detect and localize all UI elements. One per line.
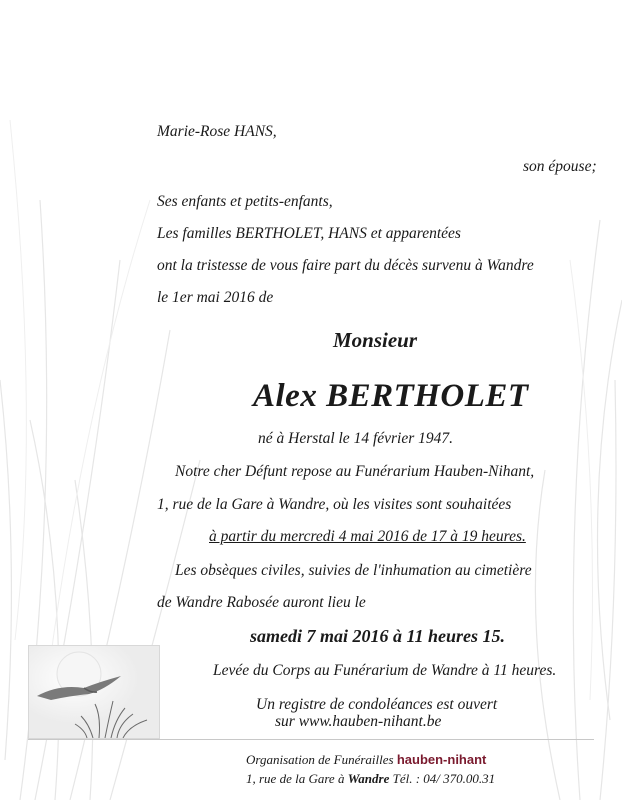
bird-over-grass-icon (29, 646, 159, 738)
levee-line: Levée du Corps au Funérarium de Wandre à 11 heures. (213, 662, 557, 679)
deceased-title: Monsieur (333, 328, 418, 352)
footer-address-town: Wandre (347, 771, 390, 786)
decorative-photo (28, 645, 160, 739)
spouse-name: Marie-Rose HANS, (157, 123, 277, 140)
footer-address (246, 771, 495, 787)
footer-address-prefix: 1, rue de la Gare à (246, 771, 345, 786)
condolences-website: sur www.hauben-nihant.be (275, 713, 442, 730)
footer-org-prefix: Organisation de Funérailles (246, 752, 394, 767)
footer-divider (28, 739, 594, 740)
visitation-line-1: Notre cher Défunt repose au Funérarium Hauben-Nihant, (175, 463, 535, 480)
funeral-line-2: de Wandre Rabosée auront lieu le (157, 594, 366, 611)
spouse-role: son épouse; (523, 158, 597, 175)
footer-phone: Tél. : 04/ 370.00.31 (392, 771, 496, 786)
funeral-date: samedi 7 mai 2016 à 11 heures 15. (250, 626, 506, 646)
funeral-line-1: Les obsèques civiles, suivies de l'inhumation au cimetière (175, 562, 532, 579)
children-line: Ses enfants et petits-enfants, (157, 193, 333, 210)
visitation-line-2: 1, rue de la Gare à Wandre, où les visites sont souhaitées (157, 496, 512, 513)
announce-line: ont la tristesse de vous faire part du décès survenu à Wandre (157, 257, 534, 274)
birth-line: né à Herstal le 14 février 1947. (258, 430, 454, 447)
brand-logo: hauben-nihant (396, 752, 487, 767)
death-date-line: le 1er mai 2016 de (157, 289, 274, 306)
footer-organisation (246, 752, 486, 768)
condolences-line-1: Un registre de condoléances est ouvert (256, 696, 498, 713)
families-line: Les familles BERTHOLET, HANS et apparentées (157, 225, 461, 242)
visitation-hours: à partir du mercredi 4 mai 2016 de 17 à 19 heures. (209, 528, 526, 545)
deceased-name: Alex BERTHOLET (253, 378, 529, 414)
